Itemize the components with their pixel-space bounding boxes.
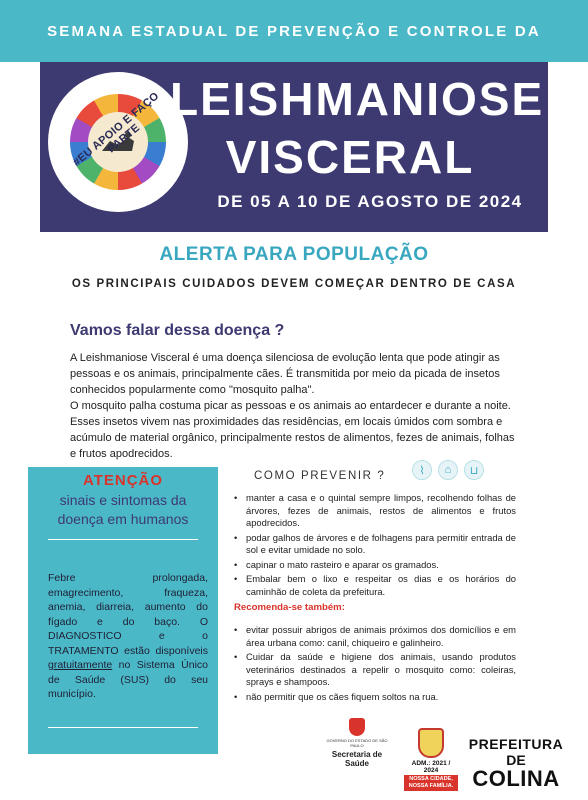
slogan-line-2: NOSSA FAMÍLIA.	[408, 783, 454, 789]
list-item: • Cuidar da saúde e higiene dos animais, usando produtos veterinários destinados a repelir o mosquito como: coleiras, sprays e shampoos.	[234, 651, 516, 689]
campaign-logo	[48, 72, 188, 212]
list-item: • capinar o mato rasteiro e aparar os gramados.	[234, 559, 516, 572]
intro-paragraph-2: O mosquito palha costuma picar as pessoas e os animais ao entardecer e durante a noite. Esses insetos vivem nas proximidades das residências, em locais úmidos com sombra e acúmulo de material orgânico, principalmente restos de alimentos, fezes de animais, folhas e frutos apodrecidos.	[70, 400, 515, 460]
symptoms-text-a: Febre prolongada, emagrecimento, fraqueza, anemia, diarreia, aumento do fígado e do baço. O DIAGNOSTICO e o TRATAMENTO estão disponíveis	[48, 572, 208, 657]
symptoms-text-b: no Sistema Único de Saúde (SUS) do seu município.	[48, 659, 208, 700]
alert-title: ALERTA PARA POPULAÇÃO	[159, 244, 429, 265]
list-item: • manter a casa e o quintal sempre limpos, recolhendo folhas de árvores, fezes de animais, restos de alimentos e frutos apodrecidos.	[234, 492, 516, 530]
prevent-title: COMO PREVENIR ?	[254, 470, 386, 482]
list-item: • podar galhos de árvores e de folhagens para permitir entrada de sol e evitar umidade no solo.	[234, 532, 516, 557]
symptoms-heading-2: doença em humanos	[57, 511, 189, 527]
list-item: • evitar possuir abrigos de animais próximos dos domicílios e em área urbana como: canil, chiqueiro e galinheiro.	[234, 624, 516, 649]
hero-panel	[40, 62, 548, 232]
symptoms-heading-1: sinais e sintomas da	[59, 492, 187, 508]
logo-hashtag: #EU APOIO E FAÇO PARTE	[70, 89, 162, 169]
prevent-list	[234, 492, 516, 600]
intro-paragraph-1: A Leishmaniose Visceral é uma doença silenciosa de evolução lenta que pode atingir as pessoas e os animais, principalmente cães. É transmitida por meio da picada de insetos conhecidos popularmente como "mosquito palha".	[70, 352, 500, 396]
city-name: COLINA	[472, 766, 560, 791]
symptoms-text-underlined: gratuitamente	[48, 659, 113, 671]
gov-small-text: GOVERNO DO ESTADO DE SÃO PAULO	[326, 738, 388, 748]
divider	[48, 539, 198, 540]
symptoms-text	[48, 571, 208, 702]
state-health-logo	[322, 718, 392, 768]
list-item: • não permitir que os cães fiquem soltos na rua.	[234, 691, 516, 704]
title-line-1: LEISHMANIOSE	[170, 73, 545, 125]
broom-icon: ⌇	[412, 460, 432, 480]
top-banner	[0, 0, 588, 62]
slogan-line-1: NOSSA CIDADE,	[409, 776, 453, 782]
prevent-icons	[412, 460, 484, 480]
recommend-list	[234, 624, 516, 705]
list-item: • Embalar bem o lixo e respeitar os dias e os horários do caminhão de coleta da prefeitura.	[234, 573, 516, 598]
city-crest-icon	[418, 728, 444, 758]
alert-subtitle: OS PRINCIPAIS CUIDADOS DEVEM COMEÇAR DENTRO DE CASA	[71, 278, 517, 290]
city-slogan	[404, 775, 458, 791]
prefeitura-word: PREFEITURA	[468, 736, 564, 752]
state-emblem-icon	[349, 718, 365, 736]
secretaria-label: Secretaria de Saúde	[331, 750, 383, 768]
symptoms-box	[28, 467, 218, 754]
attention-label: ATENÇÃO	[82, 472, 164, 489]
admin-term: ADM.: 2021 / 2024	[411, 760, 451, 774]
city-badge	[404, 728, 458, 791]
prefeitura-logo	[466, 736, 566, 790]
recommend-title: Recomenda-se também:	[234, 602, 345, 613]
title-line-2: VISCERAL	[225, 131, 475, 183]
divider	[48, 727, 198, 728]
banner-text: SEMANA ESTADUAL DE PREVENÇÃO E CONTROLE DA	[47, 22, 541, 40]
intro-heading: Vamos falar dessa doença ?	[70, 322, 285, 339]
intro-text	[70, 350, 520, 462]
house-icon: ⌂	[438, 460, 458, 480]
event-dates: DE 05 A 10 DE AGOSTO DE 2024	[217, 192, 523, 211]
cart-icon: ⊔	[464, 460, 484, 480]
prefeitura-de: DE	[506, 752, 526, 768]
